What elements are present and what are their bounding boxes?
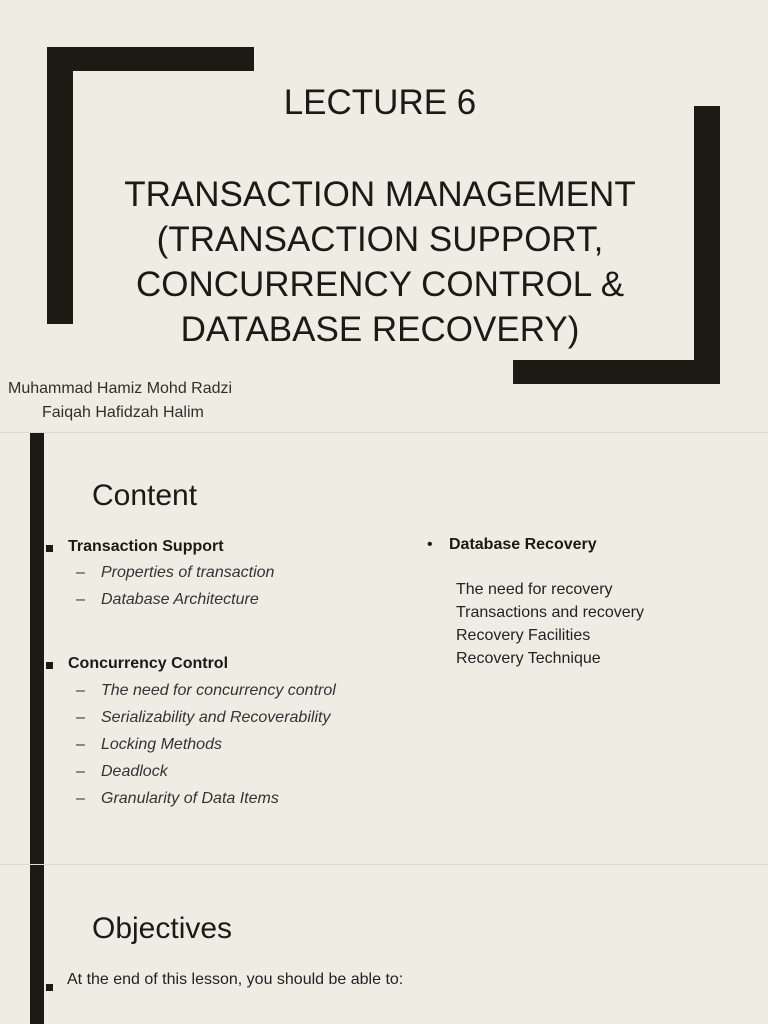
objectives-slide xyxy=(0,865,768,1024)
accent-bar xyxy=(30,433,44,864)
title-line: TRANSACTION MANAGEMENT xyxy=(124,175,636,214)
subtopic-item: – Locking Methods xyxy=(76,736,222,753)
subtopic-item: – Properties of transaction xyxy=(76,564,275,581)
recovery-item: Transactions and recovery xyxy=(456,604,644,621)
accent-bar xyxy=(30,865,44,1024)
subtopic-item: – The need for concurrency control xyxy=(76,682,336,699)
frame-top-left-horizontal xyxy=(47,47,254,71)
recovery-item: The need for recovery xyxy=(456,581,613,598)
subtopic-item: – Serializability and Recoverability xyxy=(76,709,331,726)
title-line: DATABASE RECOVERY) xyxy=(180,310,580,349)
topic-concurrency-control: Concurrency Control xyxy=(68,655,229,672)
author-name: Muhammad Hamiz Mohd Radzi xyxy=(8,380,233,397)
topic-database-recovery: Database Recovery xyxy=(449,536,597,553)
title-line: CONCURRENCY CONTROL & xyxy=(135,265,625,304)
title-line: (TRANSACTION SUPPORT, xyxy=(156,220,604,259)
frame-bottom-right-horizontal xyxy=(513,360,720,384)
recovery-item: Recovery Technique xyxy=(456,650,601,667)
round-bullet-icon: • xyxy=(427,536,433,553)
title-slide xyxy=(0,0,768,432)
slide-heading: Content xyxy=(92,479,198,512)
content-slide xyxy=(0,433,768,864)
objectives-intro: At the end of this lesson, you should be able to: xyxy=(67,971,404,988)
slide-heading: Objectives xyxy=(92,912,233,945)
subtopic-item: – Granularity of Data Items xyxy=(76,790,279,807)
square-bullet-icon xyxy=(46,545,53,552)
author-name: Faiqah Hafidzah Halim xyxy=(42,404,204,421)
frame-bottom-right-vertical xyxy=(694,106,720,384)
lecture-number: LECTURE 6 xyxy=(283,83,477,122)
subtopic-item: – Deadlock xyxy=(76,763,168,780)
frame-top-left-vertical xyxy=(47,47,73,324)
recovery-item: Recovery Facilities xyxy=(456,627,591,644)
subtopic-item: – Database Architecture xyxy=(76,591,259,608)
topic-transaction-support: Transaction Support xyxy=(68,538,224,555)
square-bullet-icon xyxy=(46,984,53,991)
square-bullet-icon xyxy=(46,662,53,669)
lecture-title xyxy=(90,172,670,352)
